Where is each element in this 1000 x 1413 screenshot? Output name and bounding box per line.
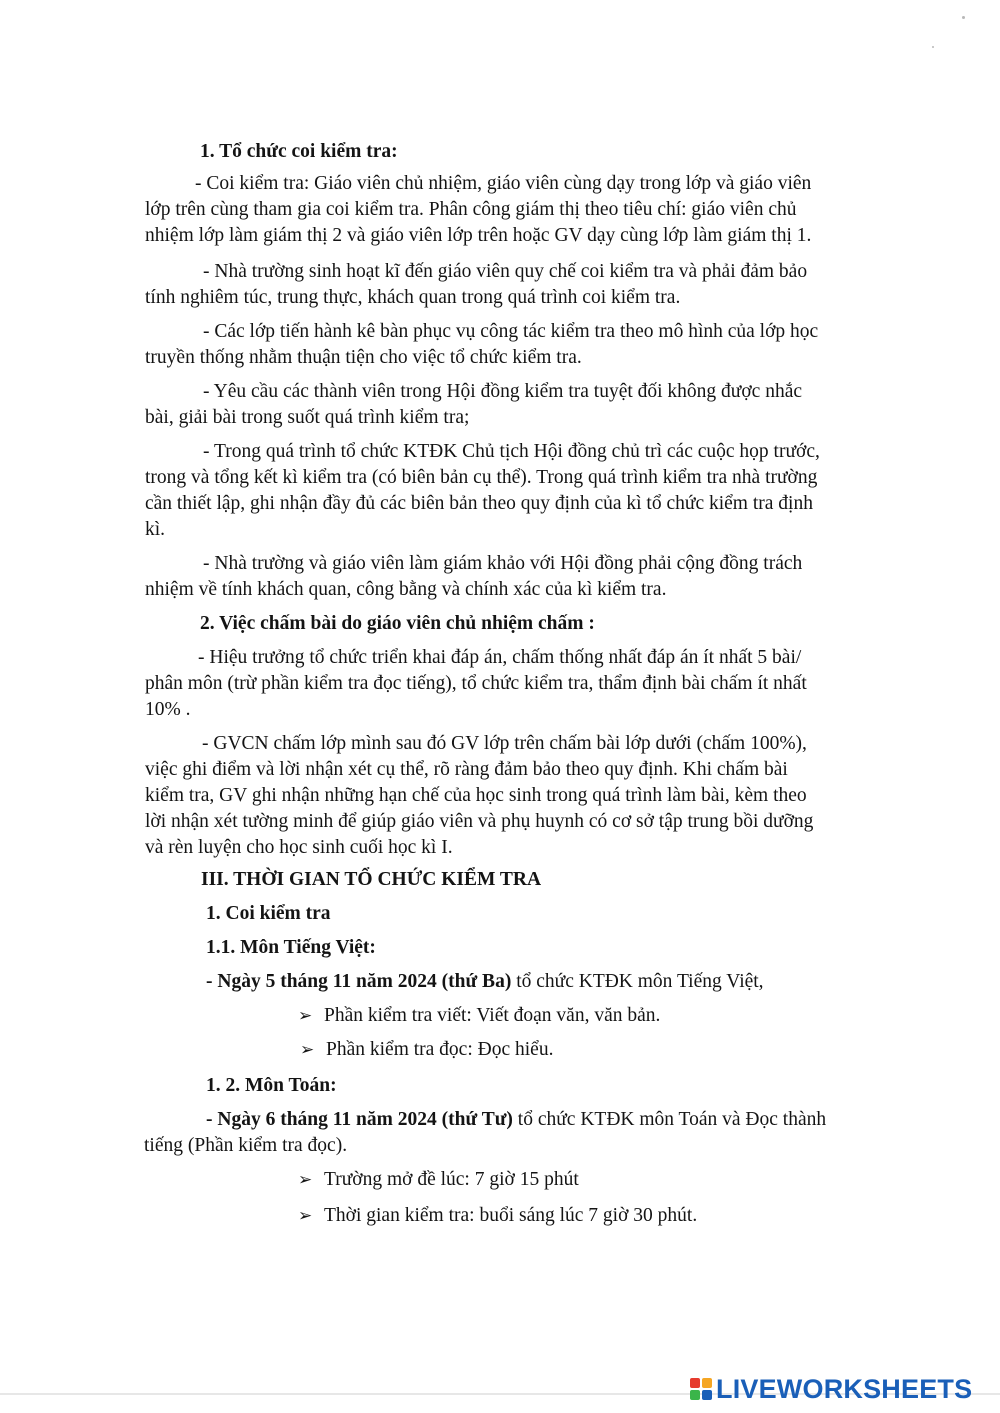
text-line <box>203 554 802 574</box>
text-line <box>206 1110 826 1130</box>
text-line <box>203 382 802 402</box>
text-line <box>145 226 811 246</box>
logo-mark-icon <box>690 1378 712 1400</box>
line-text: cần thiết lập, ghi nhận đầy đủ các biên bản theo quy định của kì tổ chức kiểm tra định <box>145 493 813 514</box>
line-text: tính nghiêm túc, trung thực, khách quan trong quá trình coi kiểm tra. <box>145 287 681 308</box>
arrow-bullet-icon: ➢ <box>298 1170 313 1190</box>
text-line <box>202 734 807 754</box>
bullet-item <box>298 1006 660 1026</box>
bullet-item <box>300 1040 553 1060</box>
text-line <box>144 1136 347 1156</box>
line-text: kì. <box>145 519 166 540</box>
line-text: - Yêu cầu các thành viên trong Hội đồng kiểm tra tuyệt đối không được nhắc <box>203 381 803 402</box>
line-text: nhiệm lớp làm giám thị 2 và giáo viên lớp trên hoặc GV dạy cùng lớp làm giám thị 1. <box>145 225 812 246</box>
line-text: tổ chức KTĐK môn Tiếng Việt, <box>511 971 764 992</box>
section-heading <box>206 938 376 958</box>
text-line <box>145 760 788 780</box>
line-text: 1. 2. Môn Toán: <box>206 1075 337 1096</box>
scan-speck <box>932 46 934 48</box>
text-line <box>145 348 582 368</box>
line-text: - Hiệu trưởng tổ chức triển khai đáp án, chấm thống nhất đáp án ít nhất 5 bài/ <box>198 647 802 668</box>
arrow-bullet-icon: ➢ <box>300 1040 315 1060</box>
date-emphasis: - Ngày 5 tháng 11 năm 2024 (thứ Ba) <box>206 971 512 992</box>
section-heading <box>206 904 331 924</box>
text-line <box>203 442 820 462</box>
line-text: Phần kiểm tra viết: Viết đoạn văn, văn bản. <box>324 1005 661 1026</box>
line-text: - Nhà trường sinh hoạt kĩ đến giáo viên quy chế coi kiểm tra và phải đảm bảo <box>203 261 808 282</box>
line-text: 1.1. Môn Tiếng Việt: <box>206 937 376 958</box>
logo-text: LIVEWORKSHEETS <box>716 1373 973 1404</box>
line-text: nhiệm về tính khách quan, công bằng và chính xác của kì kiểm tra. <box>145 579 667 600</box>
text-line <box>195 174 811 194</box>
text-line <box>145 408 469 428</box>
line-text: 2. Việc chấm bài do giáo viên chủ nhiệm chấm : <box>200 613 595 634</box>
text-line <box>145 520 165 540</box>
line-text: trong và tổng kết kì kiểm tra (có biên bản cụ thể). Trong quá trình kiểm tra nhà trường <box>145 467 818 488</box>
section-heading <box>201 870 541 890</box>
arrow-bullet-icon: ➢ <box>298 1006 313 1026</box>
line-text: lớp trên cùng tham gia coi kiểm tra. Phân công giám thị theo tiêu chí: giáo viên chủ <box>145 199 797 220</box>
line-text: kiểm tra, GV ghi nhận những hạn chế của học sinh trong quá trình làm bài, kèm theo <box>145 785 807 806</box>
line-text: III. THỜI GIAN TỔ CHỨC KIỂM TRA <box>201 869 542 890</box>
text-line <box>145 580 666 600</box>
text-line <box>145 200 796 220</box>
line-text: lời nhận xét tường minh để giúp giáo viên và phụ huynh có cơ sở tập trung bồi dưỡng <box>145 811 814 832</box>
text-line <box>206 972 764 992</box>
line-text: truyền thống nhằm thuận tiện cho việc tổ chức kiểm tra. <box>145 347 582 368</box>
line-text: 1. Coi kiểm tra <box>206 903 331 924</box>
text-line <box>198 648 801 668</box>
line-text: bài, giải bài trong suốt quá trình kiểm tra; <box>145 407 470 428</box>
section-heading <box>200 142 398 162</box>
line-text: 1. Tổ chức coi kiểm tra: <box>200 141 398 162</box>
liveworksheets-logo[interactable] <box>690 1374 972 1404</box>
text-line <box>145 812 813 832</box>
text-line <box>145 494 813 514</box>
line-text: - GVCN chấm lớp mình sau đó GV lớp trên chấm bài lớp dưới (chấm 100%), <box>202 733 807 754</box>
text-line <box>145 468 817 488</box>
section-heading <box>206 1076 337 1096</box>
bullet-item <box>298 1206 697 1226</box>
text-line <box>145 786 807 806</box>
line-text: phân môn (trừ phần kiểm tra đọc tiếng), tổ chức kiểm tra, thẩm định bài chấm ít nhất <box>145 673 807 694</box>
text-line <box>203 322 818 342</box>
text-line <box>145 700 191 720</box>
date-emphasis: - Ngày 6 tháng 11 năm 2024 (thứ Tư) <box>206 1109 513 1130</box>
text-line <box>145 288 680 308</box>
line-text: tiếng (Phần kiểm tra đọc). <box>144 1135 348 1156</box>
bullet-item <box>298 1170 579 1190</box>
line-text: - Coi kiểm tra: Giáo viên chủ nhiệm, giáo viên cùng dạy trong lớp và giáo viên <box>195 173 812 194</box>
text-line <box>145 838 453 858</box>
arrow-bullet-icon: ➢ <box>298 1206 313 1226</box>
line-text: - Các lớp tiến hành kê bàn phục vụ công tác kiểm tra theo mô hình của lớp học <box>203 321 819 342</box>
line-text: 10% . <box>145 699 191 720</box>
line-text: - Nhà trường và giáo viên làm giám khảo với Hội đồng phải cộng đồng trách <box>203 553 803 574</box>
text-line <box>145 674 807 694</box>
text-line <box>203 262 807 282</box>
section-heading <box>200 614 595 634</box>
line-text: và rèn luyện cho học sinh cuối học kì I. <box>145 837 453 858</box>
line-text: tổ chức KTĐK môn Toán và Đọc thành <box>512 1109 827 1130</box>
scan-speck <box>962 16 965 19</box>
line-text: Phần kiểm tra đọc: Đọc hiểu. <box>326 1039 554 1060</box>
line-text: việc ghi điểm và lời nhận xét cụ thể, rõ ràng đảm bảo theo quy định. Khi chấm bài <box>145 759 788 780</box>
line-text: Thời gian kiểm tra: buổi sáng lúc 7 giờ 30 phút. <box>324 1205 698 1226</box>
line-text: Trường mở đề lúc: 7 giờ 15 phút <box>324 1169 579 1190</box>
line-text: - Trong quá trình tổ chức KTĐK Chủ tịch Hội đồng chủ trì các cuộc họp trước, <box>203 441 820 462</box>
